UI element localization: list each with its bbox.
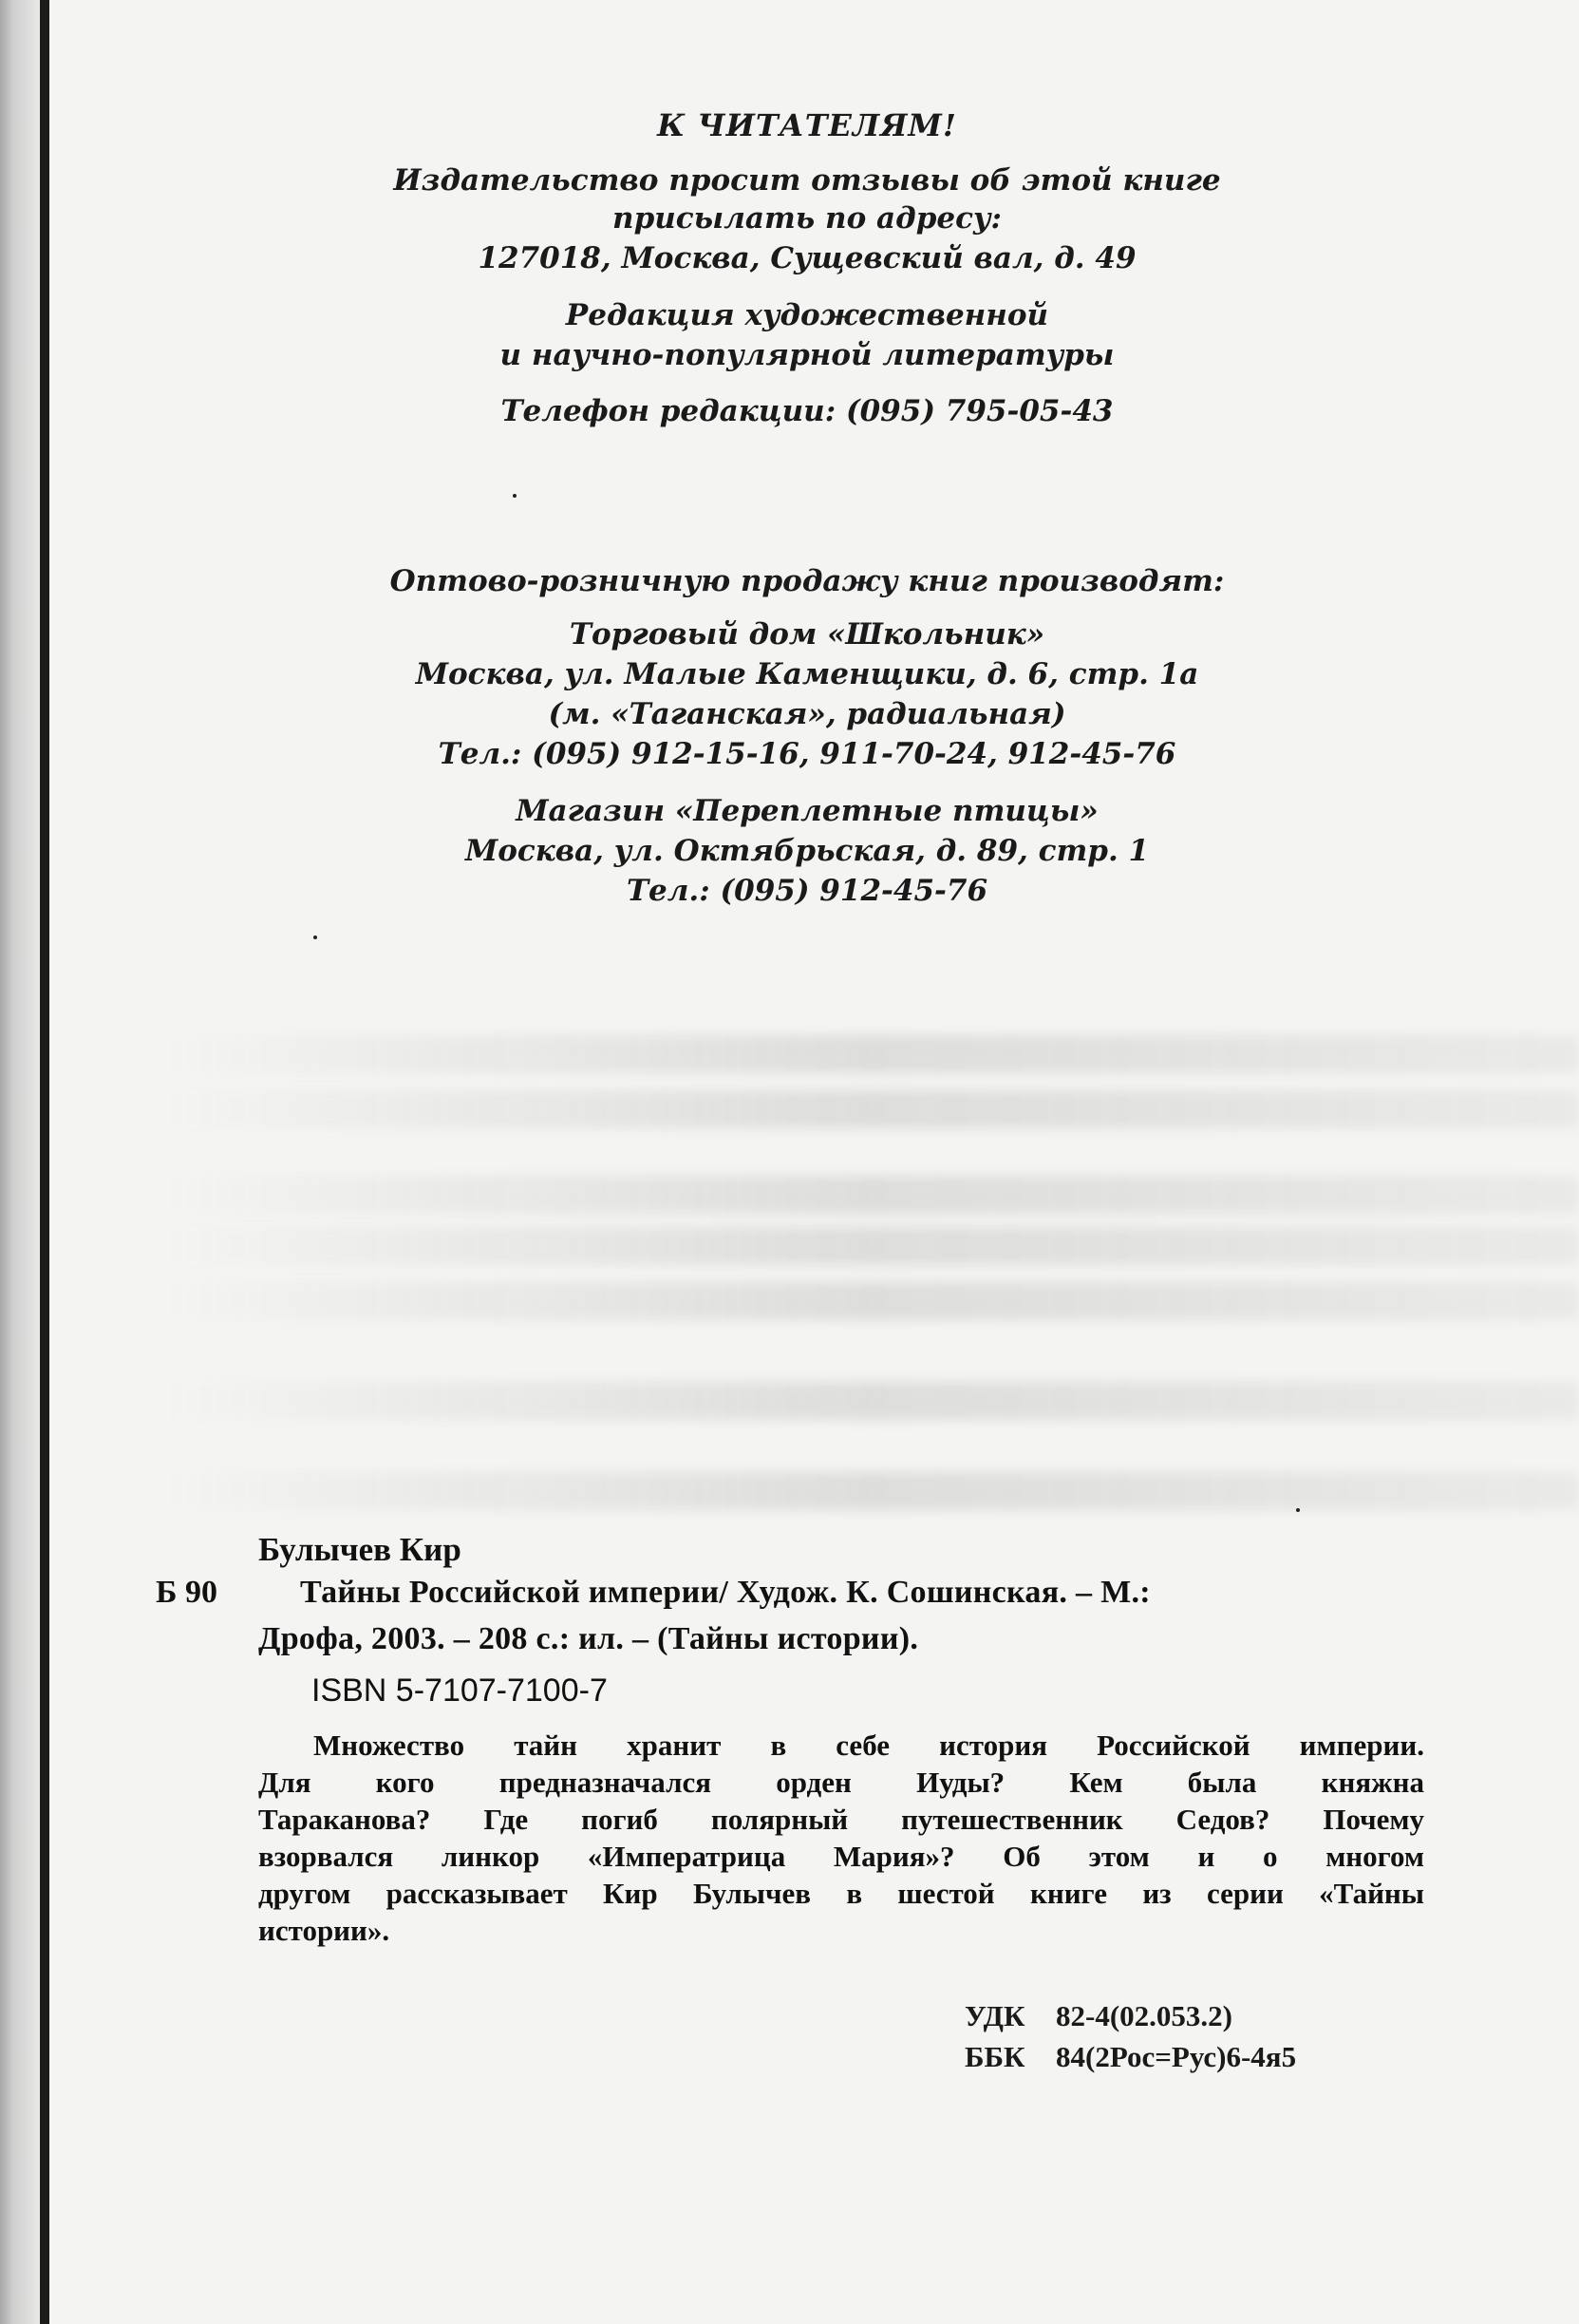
bbk-value: 84(2Рос=Рус)6-4я5 (1056, 2040, 1297, 2073)
store-metro: (м. «Таганская», радиальная) (548, 697, 1066, 731)
notice-line: присылать по адресу: (612, 201, 1002, 236)
catalog-publisher-line: Дрофа, 2003. – 208 с.: ил. – (Тайны истории). (258, 1621, 919, 1656)
annotation-line: Тараканова? Где погиб полярный путешественник Седов? Почему (258, 1803, 1424, 1836)
catalog-author: Булычев Кир (258, 1531, 461, 1568)
editorial-phone: Телефон редакции: (095) 795-05-43 (500, 394, 1114, 428)
udk-label: УДК (965, 1999, 1025, 2032)
bleed-through-shadow (163, 1282, 1579, 1320)
annotation-line: другом рассказывает Кир Булычев в шестой книге из серии «Тайны (258, 1877, 1424, 1910)
annotation-line: Для кого предназначался орден Иуды? Кем была княжна (258, 1766, 1424, 1799)
bleed-through-shadow (163, 1227, 1579, 1265)
print-speck (513, 494, 517, 498)
annotation-line: взорвался линкор «Императрица Мария»? Об этом и о многом (258, 1840, 1424, 1873)
catalog-code: Б 90 (156, 1575, 217, 1610)
udk-value: 82-4(02.053.2) (1056, 1999, 1232, 2032)
bleed-through-shadow (163, 1090, 1579, 1128)
catalog-title-line: Тайны Российской империи/ Худож. К. Сошинская. – М.: (300, 1575, 1151, 1610)
sales-heading: Оптово-розничную продажу книг производят: (389, 564, 1225, 598)
annotation-line: истории». (258, 1914, 390, 1947)
print-speck (313, 935, 317, 939)
publisher-address: 127018, Москва, Сущевский вал, д. 49 (478, 241, 1137, 275)
notice-line: Редакция художественной (565, 298, 1049, 332)
annotation-line: Множество тайн хранит в себе история Российской империи. (313, 1729, 1424, 1762)
notice-line: и научно-популярной литературы (499, 338, 1115, 372)
book-spine-shadow (0, 0, 40, 2324)
bleed-through-shadow (163, 1472, 1579, 1510)
print-speck (1296, 1508, 1300, 1512)
notice-line: Издательство просит отзывы об этой книге (393, 163, 1221, 198)
bleed-through-shadow (163, 1382, 1579, 1420)
store-phone: Тел.: (095) 912-45-76 (626, 874, 988, 908)
store-phone: Тел.: (095) 912-15-16, 911-70-24, 912-45-76 (438, 737, 1176, 771)
udk-row (965, 1999, 1232, 2033)
bleed-through-shadow (163, 1176, 1579, 1214)
bleed-through-shadow (163, 1035, 1579, 1073)
isbn: ISBN 5-7107-7100-7 (311, 1672, 608, 1709)
notice-heading: К ЧИТАТЕЛЯМ! (657, 107, 957, 143)
store-address: Москва, ул. Малые Каменщики, д. 6, стр. 1а (415, 657, 1199, 691)
bbk-label: ББК (965, 2040, 1025, 2073)
store-address: Москва, ул. Октябрьская, д. 89, стр. 1 (464, 834, 1150, 868)
store-name: Торговый дом «Школьник» (569, 617, 1045, 652)
store-name: Магазин «Переплетные птицы» (516, 794, 1099, 828)
book-binding-edge (40, 0, 49, 2324)
bbk-row (965, 2040, 1296, 2074)
